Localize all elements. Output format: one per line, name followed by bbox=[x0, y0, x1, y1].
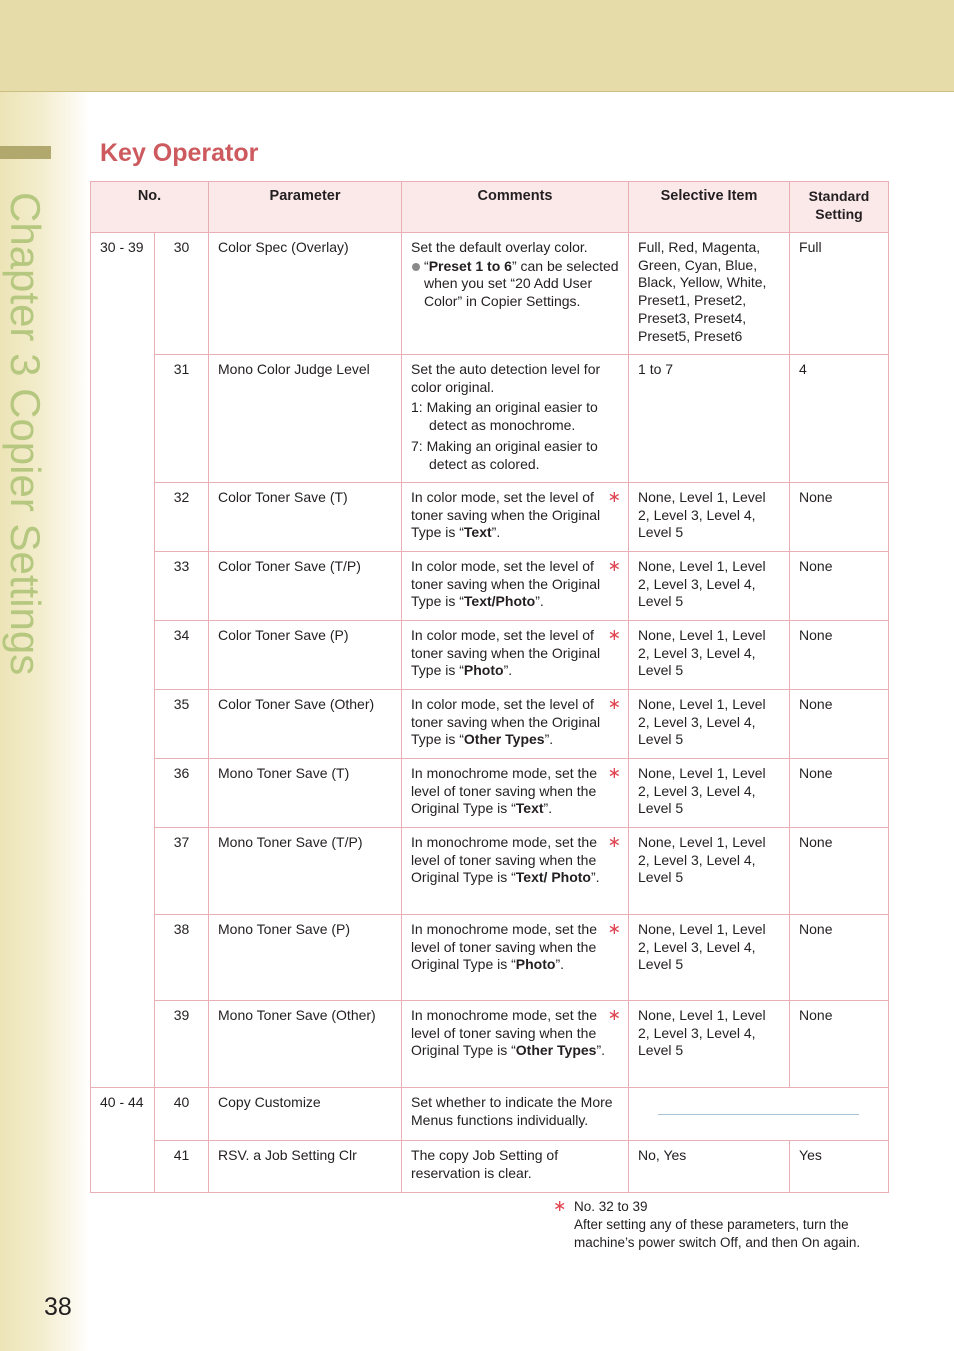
row-standard-setting: Yes bbox=[790, 1141, 889, 1193]
row-selective-item: None, Level 1, Level 2, Level 3, Level 4, Level 5 bbox=[629, 915, 790, 1001]
comment-end: ”. bbox=[543, 800, 553, 817]
header-selective-item: Selective Item bbox=[629, 182, 790, 233]
row-standard-setting: None bbox=[790, 690, 889, 759]
table-row bbox=[91, 483, 889, 552]
table-row bbox=[91, 1088, 889, 1141]
asterisk-icon: ∗ bbox=[607, 921, 622, 938]
row-parameter: Copy Customize bbox=[209, 1088, 402, 1141]
table-row bbox=[91, 759, 889, 828]
row-comment bbox=[402, 552, 629, 621]
comment-text: In color mode, set the level of toner saving when the Original Type is “ bbox=[411, 489, 601, 541]
comment-text: In monochrome mode, set the level of toner saving when the Original Type is “ bbox=[411, 921, 598, 973]
row-selective-item: None, Level 1, Level 2, Level 3, Level 4, Level 5 bbox=[629, 1001, 790, 1088]
row-parameter: Color Spec (Overlay) bbox=[209, 233, 402, 355]
row-comment bbox=[402, 621, 629, 690]
comment-end: ”. bbox=[503, 662, 513, 679]
table-row bbox=[91, 690, 889, 759]
row-standard-setting: None bbox=[790, 759, 889, 828]
row-comment bbox=[402, 355, 629, 483]
row-selective-item: 1 to 7 bbox=[629, 355, 790, 483]
asterisk-icon: ∗ bbox=[607, 834, 622, 851]
top-band bbox=[0, 0, 954, 92]
table-header-row bbox=[91, 182, 889, 233]
comment-bullet bbox=[411, 258, 619, 311]
bullet-bold: Preset 1 to 6 bbox=[428, 257, 512, 274]
row-parameter: Color Toner Save (T) bbox=[209, 483, 402, 552]
row-parameter: Color Toner Save (T/P) bbox=[209, 552, 402, 621]
row-parameter: Mono Toner Save (T) bbox=[209, 759, 402, 828]
comment-bold: Other Types bbox=[515, 1042, 597, 1059]
asterisk-icon: ∗ bbox=[607, 558, 622, 575]
row-parameter: Color Toner Save (P) bbox=[209, 621, 402, 690]
comment-end: ”. bbox=[544, 731, 554, 748]
table-row bbox=[91, 621, 889, 690]
asterisk-icon: ∗ bbox=[607, 765, 622, 782]
header-no: No. bbox=[91, 182, 209, 233]
comment-text: Set the auto detection level for color original. bbox=[411, 361, 601, 395]
bullet-icon bbox=[412, 263, 420, 271]
row-standard-setting: None bbox=[790, 915, 889, 1001]
comment-note-1: 1: Making an original easier to detect as monochrome. bbox=[411, 399, 598, 434]
header-standard-line1: Standard bbox=[808, 188, 870, 204]
row-comment bbox=[402, 759, 629, 828]
row-comment bbox=[402, 828, 629, 915]
group-range: 30 - 39 bbox=[91, 233, 155, 1088]
header-comments: Comments bbox=[402, 182, 629, 233]
row-comment bbox=[402, 1001, 629, 1088]
row-standard-setting: None bbox=[790, 483, 889, 552]
comment-text: In monochrome mode, set the level of toner saving when the Original Type is “ bbox=[411, 1007, 598, 1059]
comment-bold: Text bbox=[515, 800, 544, 817]
comment-text: In monochrome mode, set the level of toner saving when the Original Type is “ bbox=[411, 765, 598, 817]
row-comment: Set whether to indicate the More Menus functions individually. bbox=[402, 1088, 629, 1141]
row-standard-setting: None bbox=[790, 828, 889, 915]
table-row bbox=[91, 828, 889, 915]
row-standard-setting: 4 bbox=[790, 355, 889, 483]
row-selective-item: None, Level 1, Level 2, Level 3, Level 4, Level 5 bbox=[629, 483, 790, 552]
row-comment bbox=[402, 233, 629, 355]
row-selective-item: Full, Red, Magenta, Green, Cyan, Blue, Black, Yellow, White, Preset1, Preset2, Preset3, Preset4, Preset5, Preset6 bbox=[629, 233, 790, 355]
table-row bbox=[91, 1001, 889, 1088]
page-number: 38 bbox=[44, 1293, 72, 1321]
table-row bbox=[91, 552, 889, 621]
row-comment bbox=[402, 483, 629, 552]
header-parameter: Parameter bbox=[209, 182, 402, 233]
comment-text: Set the default overlay color. bbox=[411, 239, 588, 255]
comment-bold: Other Types bbox=[463, 731, 545, 748]
row-selective-item: None, Level 1, Level 2, Level 3, Level 4, Level 5 bbox=[629, 621, 790, 690]
header-standard-setting bbox=[790, 182, 889, 233]
table-row bbox=[91, 915, 889, 1001]
comment-end: ”. bbox=[596, 1042, 606, 1059]
row-number: 30 bbox=[155, 233, 209, 355]
row-standard-setting: None bbox=[790, 621, 889, 690]
comment-bold: Photo bbox=[463, 662, 504, 679]
row-number: 31 bbox=[155, 355, 209, 483]
row-selective-item: No, Yes bbox=[629, 1141, 790, 1193]
comment-bold: Text bbox=[463, 524, 492, 541]
bullet-rest: ” can be selected when you set “20 Add User Color” in Copier Settings. bbox=[424, 257, 619, 310]
row-number: 37 bbox=[155, 828, 209, 915]
row-number: 39 bbox=[155, 1001, 209, 1088]
comment-end: ”. bbox=[491, 524, 501, 541]
comment-bold: Text/ Photo bbox=[515, 869, 591, 886]
comment-bold: Photo bbox=[515, 956, 556, 973]
comment-text: In color mode, set the level of toner saving when the Original Type is “ bbox=[411, 627, 601, 679]
row-parameter: Color Toner Save (Other) bbox=[209, 690, 402, 759]
table-row bbox=[91, 1141, 889, 1193]
section-title: Key Operator bbox=[100, 139, 259, 167]
comment-end: ”. bbox=[535, 593, 544, 610]
comment-text: In monochrome mode, set the level of toner saving when the Original Type is “ bbox=[411, 834, 598, 886]
row-comment bbox=[402, 915, 629, 1001]
table-row bbox=[91, 355, 889, 483]
row-parameter: Mono Toner Save (Other) bbox=[209, 1001, 402, 1088]
asterisk-icon: ∗ bbox=[607, 696, 622, 713]
asterisk-icon: ∗ bbox=[607, 627, 622, 644]
row-selective-item: None, Level 1, Level 2, Level 3, Level 4, Level 5 bbox=[629, 690, 790, 759]
row-number: 36 bbox=[155, 759, 209, 828]
row-parameter: RSV. a Job Setting Clr bbox=[209, 1141, 402, 1193]
row-number: 38 bbox=[155, 915, 209, 1001]
chapter-label: Chapter 3 Copier Settings bbox=[2, 192, 49, 676]
row-comment: The copy Job Setting of reservation is clear. bbox=[402, 1141, 629, 1193]
group-range: 40 - 44 bbox=[91, 1088, 155, 1193]
asterisk-icon: ∗ bbox=[607, 1007, 622, 1024]
comment-end: ”. bbox=[590, 869, 600, 886]
row-number: 32 bbox=[155, 483, 209, 552]
chapter-tab-marker bbox=[0, 146, 51, 159]
row-parameter: Mono Color Judge Level bbox=[209, 355, 402, 483]
comment-bold: Text/Photo bbox=[463, 593, 536, 610]
row-selective-item: None, Level 1, Level 2, Level 3, Level 4, Level 5 bbox=[629, 552, 790, 621]
row-parameter: Mono Toner Save (P) bbox=[209, 915, 402, 1001]
asterisk-icon: ∗ bbox=[607, 489, 622, 506]
empty-value-line bbox=[658, 1114, 859, 1115]
row-number: 40 bbox=[155, 1088, 209, 1141]
row-comment bbox=[402, 690, 629, 759]
row-number: 34 bbox=[155, 621, 209, 690]
row-standard-setting: Full bbox=[790, 233, 889, 355]
footnote-title: No. 32 to 39 bbox=[574, 1199, 648, 1214]
asterisk-icon: ∗ bbox=[553, 1198, 567, 1215]
row-number: 41 bbox=[155, 1141, 209, 1193]
footnote bbox=[553, 1198, 883, 1252]
row-number: 33 bbox=[155, 552, 209, 621]
row-standard-setting: None bbox=[790, 1001, 889, 1088]
comment-text: In color mode, set the level of toner saving when the Original Type is “ bbox=[411, 696, 601, 748]
comment-end: ”. bbox=[555, 956, 565, 973]
row-selective-blank bbox=[629, 1088, 889, 1141]
row-number: 35 bbox=[155, 690, 209, 759]
bullet-quote: “ bbox=[424, 257, 429, 274]
comment-note-2: 7: Making an original easier to detect as colored. bbox=[411, 437, 598, 472]
row-parameter: Mono Toner Save (T/P) bbox=[209, 828, 402, 915]
row-selective-item: None, Level 1, Level 2, Level 3, Level 4, Level 5 bbox=[629, 759, 790, 828]
header-standard-line2: Setting bbox=[815, 206, 863, 222]
row-selective-item: None, Level 1, Level 2, Level 3, Level 4, Level 5 bbox=[629, 828, 790, 915]
row-standard-setting: None bbox=[790, 552, 889, 621]
key-operator-table bbox=[90, 181, 889, 1193]
footnote-text: After setting any of these parameters, turn the machine’s power switch Off, and then On again. bbox=[574, 1217, 861, 1250]
table-row bbox=[91, 233, 889, 355]
comment-text: In color mode, set the level of toner saving when the Original Type is “ bbox=[411, 558, 601, 610]
